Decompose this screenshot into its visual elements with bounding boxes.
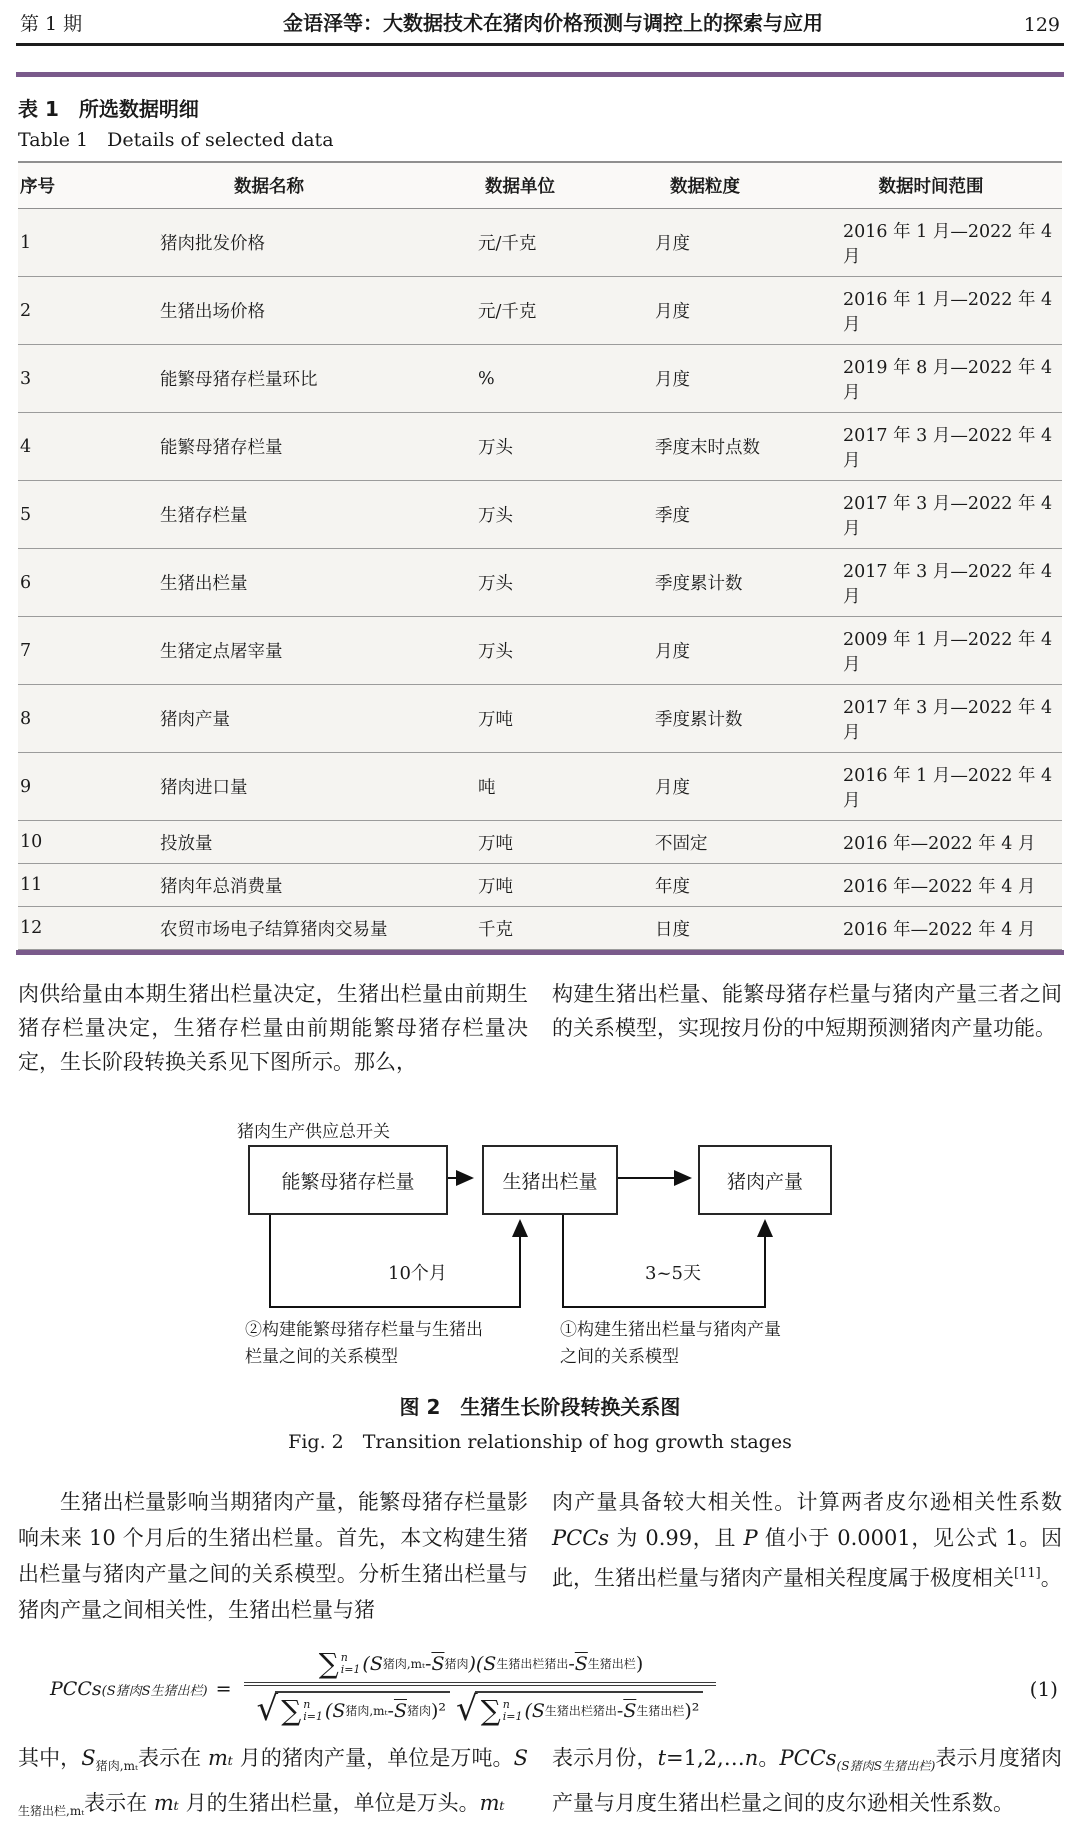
accent-bar-table-bottom [16,950,1064,955]
table-cell: 月度 [610,753,800,821]
table-cell: 2017 年 3 月—2022 年 4 月 [800,549,1062,617]
col-header-index: 序号 [18,162,108,209]
sqrt-sign: √ [256,1688,279,1729]
sqrt-sign: √ [456,1688,478,1729]
table-cell: 生猪出场价格 [108,277,430,345]
term: (S [524,1699,545,1722]
text-segment: 值小于 0.0001，见公式 1。因此，生猪出栏量与猪肉产量相关程度属于极度相关 [552,1526,1062,1590]
table-row [18,864,1062,907]
term: (S [324,1699,346,1722]
table-caption-en: Table 1 Details of selected data [18,129,334,151]
table-cell: 元/千克 [430,277,610,345]
term-sub: 猪肉,mₜ [345,1704,388,1719]
table-cell: 季度累计数 [610,549,800,617]
table-cell: 万头 [430,413,610,481]
sum-limits [303,1699,323,1723]
figure-caption-en: Fig. 2 Transition relationship of hog growth stages [288,1431,792,1453]
sum-upper: n [303,1697,311,1711]
fraction-denominator [244,1682,717,1728]
text-segment: 其中， [18,1746,82,1770]
fraction [244,1646,717,1729]
minus: - [387,1699,394,1722]
term-sub: 生猪出栏 [587,1657,636,1672]
annotation-line: 栏量之间的关系模型 [245,1347,398,1367]
text-segment: =1,2,… [666,1746,745,1770]
term-mean: $\overline{S}$ [431,1652,445,1675]
table-cell: 2016 年 1 月—2022 年 4 月 [800,209,1062,277]
table-body [18,209,1062,950]
diagram-loop-label-10months: 10个月 [388,1263,447,1284]
var-t: t [657,1746,667,1770]
table-cell: % [430,345,610,413]
table-cell: 季度累计数 [610,685,800,753]
sum-symbol [281,1693,323,1727]
hog-growth-diagram [0,1117,1080,1379]
sum-lower: i=1 [502,1709,523,1723]
diagram-annotation-right [560,1317,800,1371]
table-cell: 月度 [610,617,800,685]
body-text-block-1 [18,977,1062,1079]
sum-limits [503,1699,523,1723]
table-cell: 年度 [610,864,800,907]
table-cell: 11 [18,864,108,907]
paragraph-right [552,1740,1062,1830]
var-s: S [513,1746,528,1770]
term-sub: 生猪出栏 [636,1704,685,1719]
text-segment: 表示月份， [552,1746,658,1770]
table-cell: 6 [18,549,108,617]
data-table [18,161,1062,950]
term-sub: 猪肉 [444,1657,469,1672]
sum-limits [341,1652,361,1676]
table-cell: 吨 [430,753,610,821]
table-cell: 千克 [430,907,610,950]
diagram-loop-label-3to5days: 3~5天 [645,1263,701,1284]
annotation-line: ②构建能繁母猪存栏量与生猪出 [245,1320,483,1340]
table-row [18,209,1062,277]
equation-lhs: PCCs [50,1678,102,1700]
term-mean: $\overline{S}$ [393,1699,407,1722]
table-cell: 5 [18,481,108,549]
annotation-line: 之间的关系模型 [560,1347,679,1367]
var-pccs: PCCs [779,1746,837,1770]
equals-sign: = [215,1678,232,1700]
table-row [18,821,1062,864]
var-mt: mₜ [153,1791,179,1815]
term-sub: 猪肉 [406,1704,431,1719]
table-cell: 月度 [610,277,800,345]
table-cell: 2016 年—2022 年 4 月 [800,821,1062,864]
fraction-numerator [307,1646,654,1682]
table-cell: 投放量 [108,821,430,864]
header-rule [16,43,1064,46]
paragraph-right [552,1484,1062,1628]
table-cell: 2019 年 8 月—2022 年 4 月 [800,345,1062,413]
sum-upper: n [340,1650,348,1664]
table-row [18,753,1062,821]
table-cell: 万头 [430,617,610,685]
text-segment: 月的猪肉产量，单位是万吨。 [233,1746,514,1770]
term: (S [362,1652,383,1675]
table-row [18,907,1062,950]
var-pccs: PCCs [552,1526,610,1550]
var-s: S [81,1746,96,1770]
table-cell: 季度 [610,481,800,549]
var-mt: mₜ [207,1746,234,1770]
citation-ref: [11] [1014,1566,1041,1581]
paragraph-left: 生猪出栏量影响当期猪肉产量，能繁母猪存栏量影响未来 10 个月后的生猪出栏量。首先，本文构建生猪出栏量与猪肉产量之间的关系模型。分析生猪出栏量与猪肉产量之间相关性，生猪出栏量与猪 [18,1490,528,1622]
table-cell: 日度 [610,907,800,950]
figure-caption-cn: 图 2 生猪生长阶段转换关系图 [399,1395,681,1419]
col-header-unit: 数据单位 [430,162,610,209]
minus: - [425,1652,432,1675]
var-sub: 猪肉,mₜ [95,1759,138,1773]
table-cell: 8 [18,685,108,753]
text-segment: 月的生猪出栏量，单位是万头。 [178,1791,480,1815]
term-sub: 生猪出栏猪出 [544,1704,617,1719]
paragraph-left [18,1740,528,1830]
sum-symbol [318,1646,361,1680]
term-sub: 猪肉,mₜ [382,1657,426,1672]
running-title: 金语泽等：大数据技术在猪肉价格预测与调控上的探索与应用 [282,11,823,35]
var-n: n [744,1746,759,1770]
issue-label: 第 1 期 [20,13,83,35]
table-cell: 2017 年 3 月—2022 年 4 月 [800,481,1062,549]
table-cell: 1 [18,209,108,277]
radicand [475,1691,704,1725]
var-mt: mₜ [479,1791,505,1815]
radical [256,1688,451,1729]
table-cell: 2016 年—2022 年 4 月 [800,907,1062,950]
table-cell: 农贸市场电子结算猪肉交易量 [108,907,430,950]
table-row [18,413,1062,481]
table-row [18,549,1062,617]
table-cell: 生猪出栏量 [108,549,430,617]
diagram-box-pork-output: 猪肉产量 [698,1145,832,1215]
table-cell: 2017 年 3 月—2022 年 4 月 [800,685,1062,753]
table-cell: 2016 年 1 月—2022 年 4 月 [800,753,1062,821]
table-cell: 万吨 [430,864,610,907]
table-cell: 季度末时点数 [610,413,800,481]
radical [456,1688,703,1729]
term: ) [430,1699,439,1722]
table-cell: 能繁母猪存栏量环比 [108,345,430,413]
body-text-block-2 [18,1484,1062,1628]
table-cell: 万头 [430,549,610,617]
squared: ² [691,1699,700,1722]
col-header-name: 数据名称 [108,162,430,209]
table-cell: 猪肉年总消费量 [108,864,430,907]
equation-number: (1) [1029,1677,1058,1701]
table-row [18,685,1062,753]
body-text-block-3 [18,1740,1062,1830]
paragraph-left: 肉供给量由本期生猪出栏量决定，生猪出栏量由前期生猪存栏量决定，生猪存栏量由前期能繁母猪存栏量决定，生长阶段转换关系见下图所示。那么， [18,982,528,1074]
table-cell: 万头 [430,481,610,549]
minus: - [568,1652,575,1675]
sum-lower: i=1 [303,1709,323,1723]
squared: ² [438,1699,447,1722]
table-cell: 2009 年 1 月—2022 年 4 月 [800,617,1062,685]
table-cell: 月度 [610,209,800,277]
term: ) [684,1699,692,1722]
table-cell: 元/千克 [430,209,610,277]
table-header-row [18,162,1062,209]
text-segment: 为 0.99，且 [609,1526,744,1550]
term-sub: 生猪出栏猪出 [496,1657,569,1672]
term: )(S [468,1652,497,1675]
table-cell: 万吨 [430,685,610,753]
table-cell: 能繁母猪存栏量 [108,413,430,481]
term-mean: $\overline{S}$ [623,1699,637,1722]
table-cell: 2 [18,277,108,345]
table-cell: 万吨 [430,821,610,864]
table-cell: 猪肉进口量 [108,753,430,821]
minus: - [616,1699,624,1722]
table-cell: 7 [18,617,108,685]
diagram-annotation-left [245,1317,497,1371]
table-cell: 2016 年—2022 年 4 月 [800,864,1062,907]
sum-upper: n [502,1697,510,1711]
table-cell: 猪肉产量 [108,685,430,753]
table-cell: 月度 [610,345,800,413]
diagram-switch-label: 猪肉生产供应总开关 [237,1122,390,1142]
table-row [18,481,1062,549]
var-sub: 生猪出栏,mₜ [18,1804,85,1818]
table-cell: 12 [18,907,108,950]
sigma: ∑ [480,1693,501,1727]
text-segment: 。 [758,1746,780,1770]
accent-bar-top [16,72,1064,77]
table-cell: 2016 年 1 月—2022 年 4 月 [800,277,1062,345]
equation-1 [50,1646,1062,1732]
diagram-box-sow-inventory: 能繁母猪存栏量 [248,1145,448,1215]
table-cell: 9 [18,753,108,821]
paragraph-right: 构建生猪出栏量、能繁母猪存栏量与猪肉产量三者之间的关系模型，实现按月份的中短期预测猪肉产量功能。 [552,982,1062,1040]
table-cell: 不固定 [610,821,800,864]
sigma: ∑ [318,1646,339,1680]
table-row [18,617,1062,685]
term-mean: $\overline{S}$ [574,1652,588,1675]
var-sub: (S猪肉S生猪出栏) [836,1759,936,1773]
term: ) [635,1652,644,1675]
col-header-granularity: 数据粒度 [610,162,800,209]
radicand [275,1691,450,1725]
table-cell: 猪肉批发价格 [108,209,430,277]
table-cell: 生猪定点屠宰量 [108,617,430,685]
annotation-line: ①构建生猪出栏量与猪肉产量 [560,1320,781,1340]
running-head [0,0,1080,41]
sum-symbol [480,1693,523,1727]
sum-lower: i=1 [340,1662,361,1676]
text-segment: 表示月度猪肉产量与月度生猪出栏量之间的皮尔逊相关性系数。 [552,1746,1063,1815]
diagram-box-hog-slaughter: 生猪出栏量 [482,1145,618,1215]
equation-lhs-subscript: (S猪肉S生猪出栏) [101,1683,208,1699]
text-segment: 。 [1040,1566,1062,1590]
table-caption-cn: 表 1 所选数据明细 [18,97,199,121]
text-segment: 表示在 [84,1791,154,1815]
table-header [18,162,1062,209]
table-row [18,345,1062,413]
sigma: ∑ [281,1693,302,1727]
table-row [18,277,1062,345]
col-header-timerange: 数据时间范围 [800,162,1062,209]
table-cell: 3 [18,345,108,413]
text-segment: 表示在 [137,1746,208,1770]
text-segment: 肉产量具备较大相关性。计算两者皮尔逊相关性系数 [552,1490,1062,1514]
table-cell: 10 [18,821,108,864]
table-cell: 2017 年 3 月—2022 年 4 月 [800,413,1062,481]
table-cell: 4 [18,413,108,481]
table-cell: 生猪存栏量 [108,481,430,549]
page-number: 129 [1023,14,1060,36]
var-p: P [743,1526,758,1550]
